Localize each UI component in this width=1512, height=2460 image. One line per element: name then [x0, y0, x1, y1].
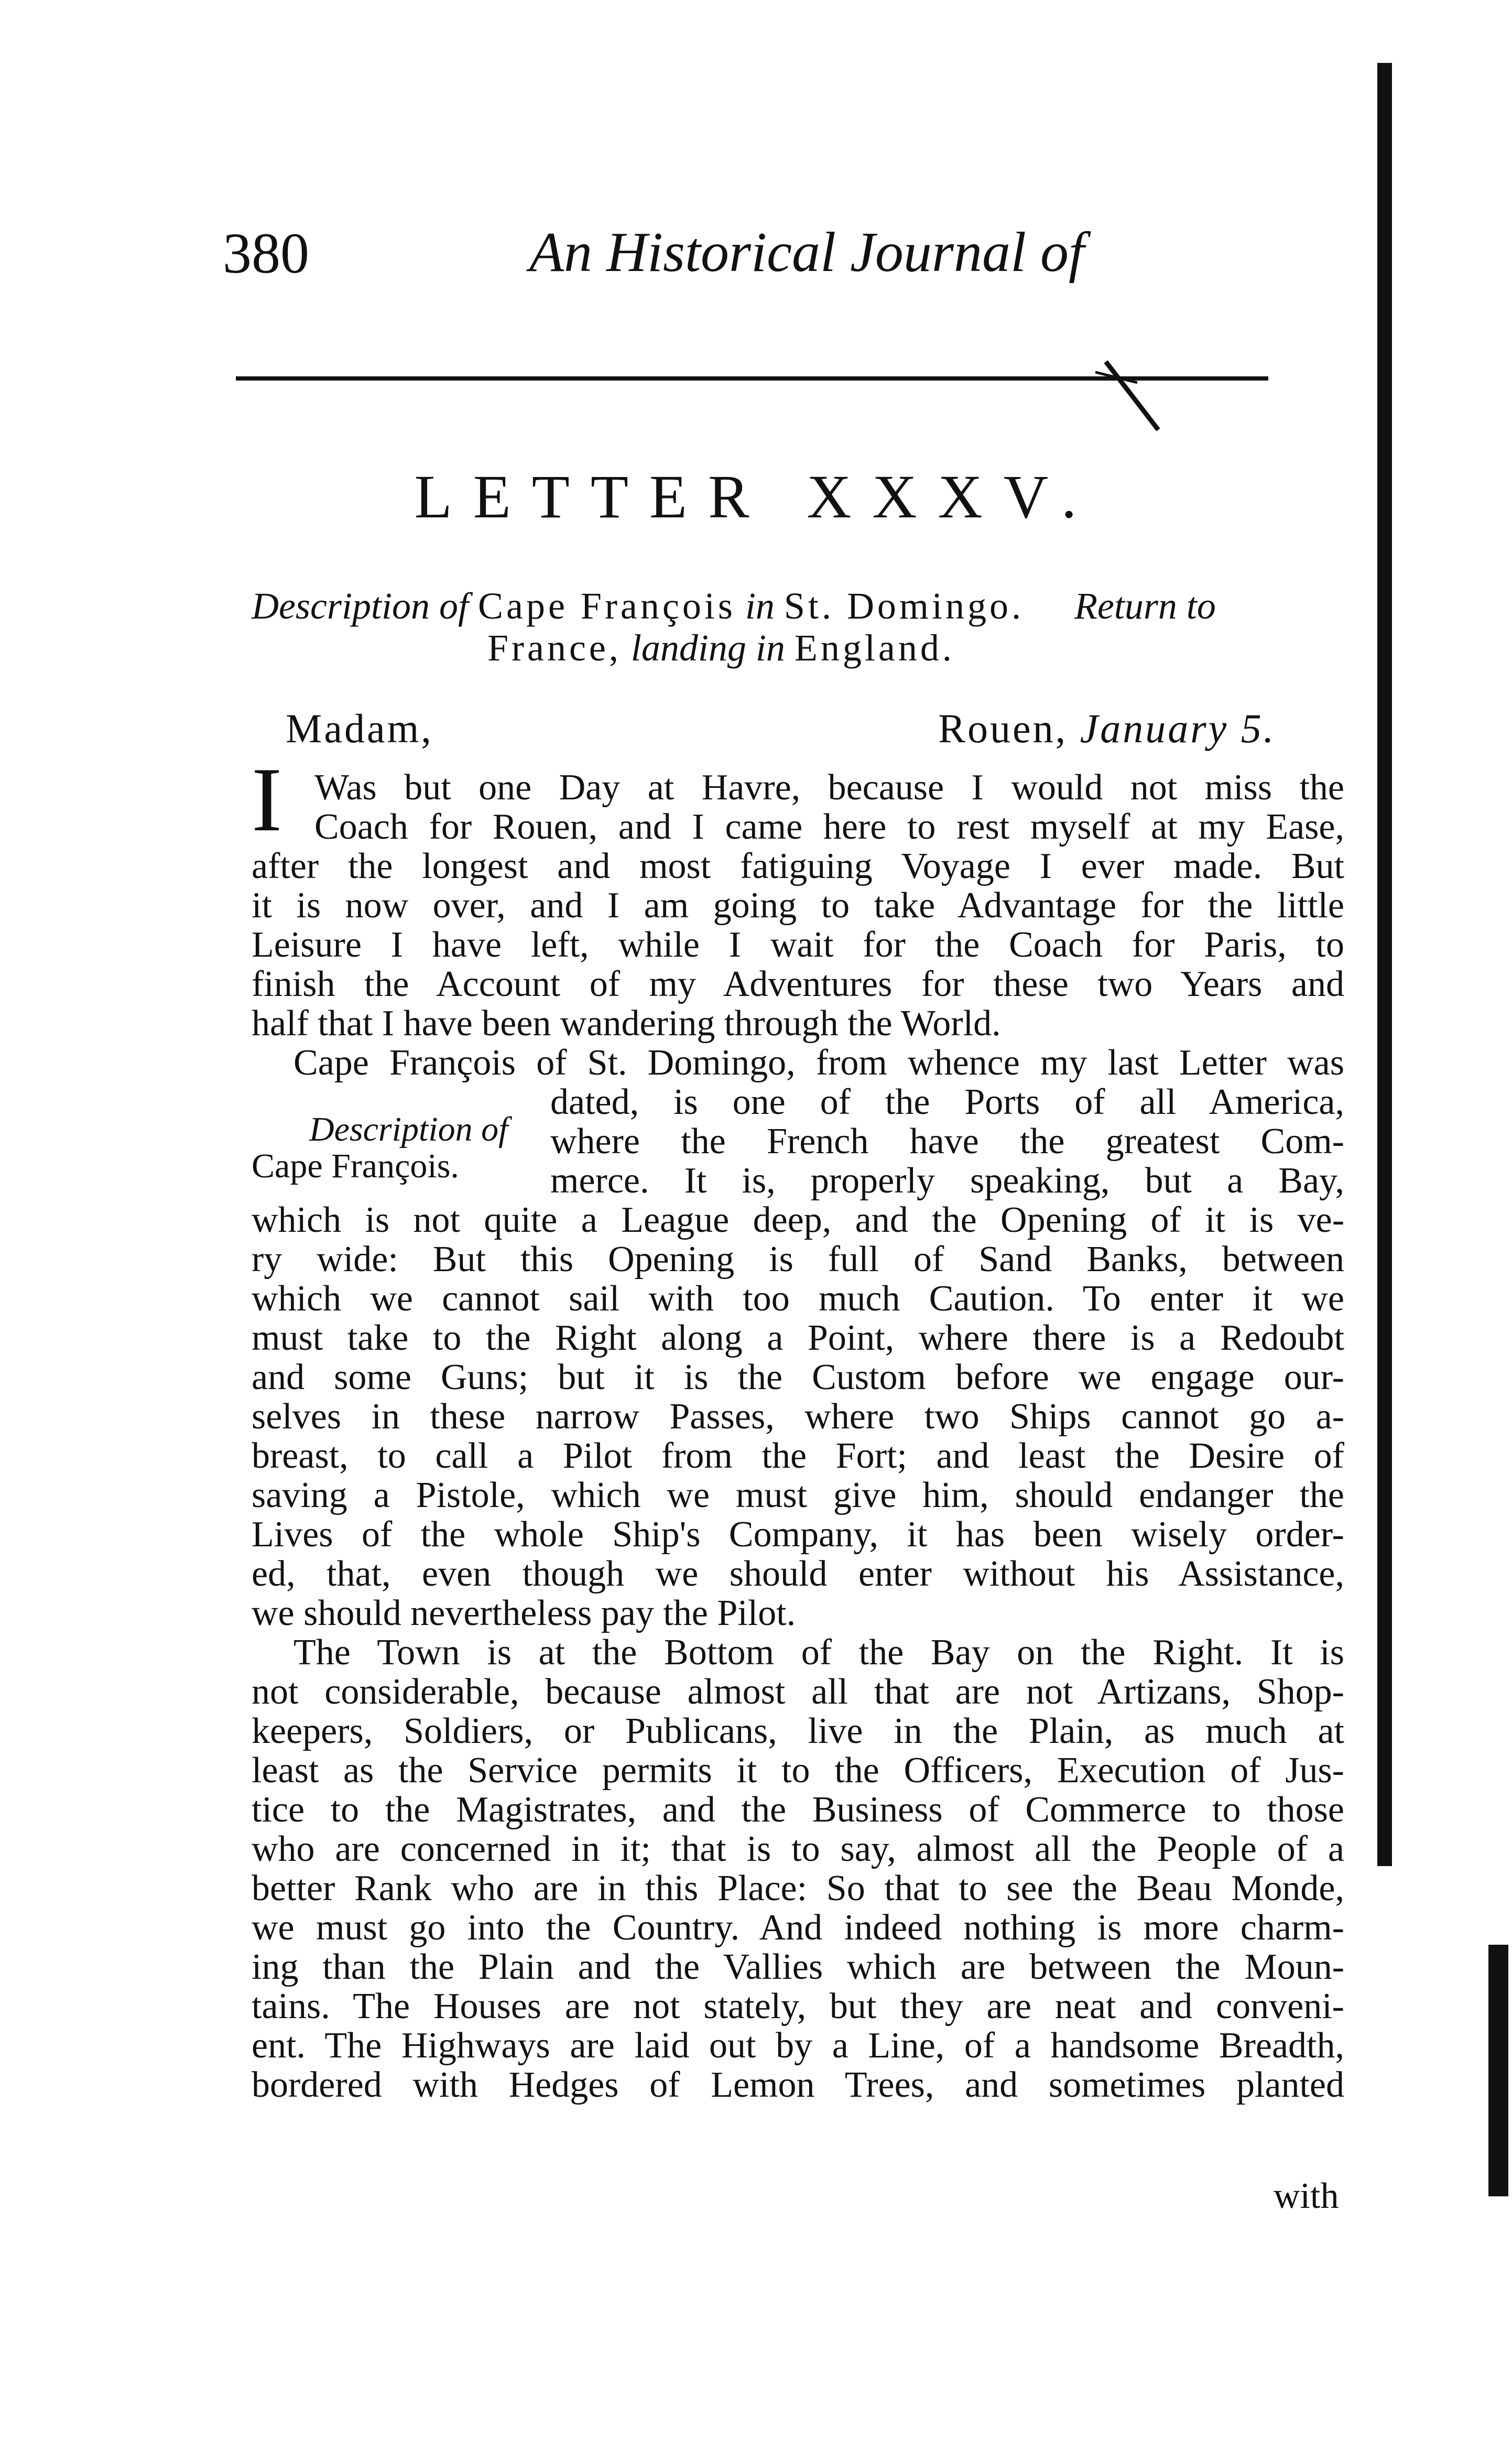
text-line: keepers, Soldiers, or Publicans, live in the Plain, as much at: [252, 1711, 1344, 1751]
text-line: dated, is one of the Ports of all America,: [550, 1082, 1344, 1122]
text-line: Coach for Rouen, and I came here to rest myself at my Ease,: [314, 807, 1344, 847]
text-line: which is not quite a League deep, and the Opening of it is ve-: [252, 1200, 1344, 1240]
place-date: Rouen, January 5.: [938, 706, 1276, 751]
text-line: breast, to call a Pilot from the Fort; and least the Desire of: [252, 1436, 1344, 1476]
text-line: half that I have been wandering through the World.: [252, 1003, 1001, 1044]
running-header: [0, 220, 1512, 294]
drop-cap: I: [252, 749, 282, 850]
text-line: Was but one Day at Havre, because I would not miss the: [314, 767, 1344, 808]
text-line: which we cannot sail with too much Caution. To enter it we: [252, 1278, 1344, 1319]
text-line: not considerable, because almost all that are not Artizans, Shop-: [252, 1672, 1344, 1712]
text-line: and some Guns; but it is the Custom before we engage our-: [252, 1357, 1344, 1397]
text-line: saving a Pistole, which we must give him, should endanger the: [252, 1475, 1344, 1515]
text-line: tains. The Houses are not stately, but they are neat and conveni-: [252, 1986, 1344, 2026]
text-line: The Town is at the Bottom of the Bay on the Right. It is: [293, 1632, 1344, 1673]
text-line: selves in these narrow Passes, where two Ships cannot go a-: [252, 1396, 1344, 1437]
text-line: must take to the Right along a Point, where there is a Redoubt: [252, 1318, 1344, 1358]
text-line: where the French have the greatest Com-: [550, 1121, 1344, 1162]
text-line: bordered with Hedges of Lemon Trees, and sometimes planted: [252, 2065, 1344, 2105]
text-line: ent. The Highways are laid out by a Line, of a handsome Breadth,: [252, 2025, 1344, 2066]
text-line: we should nevertheless pay the Pilot.: [252, 1593, 796, 1633]
text-line: it is now over, and I am going to take Advantage for the little: [252, 885, 1344, 926]
text-line: merce. It is, properly speaking, but a Bay,: [550, 1161, 1344, 1201]
text-line: tice to the Magistrates, and the Business of Commerce to those: [252, 1790, 1344, 1830]
description-line-2: France, landing in England.: [487, 627, 955, 669]
letter-title: LETTER XXXV.: [414, 462, 1098, 531]
text-line: finish the Account of my Adventures for these two Years and: [252, 964, 1344, 1004]
catchword: with: [1274, 2176, 1339, 2216]
text-line: better Rank who are in this Place: So that to see the Beau Monde,: [252, 1868, 1344, 1909]
margin-note: Description of Cape François.: [252, 1110, 508, 1185]
text-line: ed, that, even though we should enter without his Assistance,: [252, 1554, 1344, 1594]
text-line: after the longest and most fatiguing Voyage I ever made. But: [252, 846, 1344, 886]
text-line: Lives of the whole Ship's Company, it has been wisely order-: [252, 1514, 1344, 1555]
text-line: ing than the Plain and the Vallies which are between the Moun-: [252, 1947, 1344, 1987]
text-line: least as the Service permits it to the Officers, Execution of Jus-: [252, 1750, 1344, 1791]
scan-edge-bar: [1377, 63, 1392, 1866]
text-line: we must go into the Country. And indeed nothing is more charm-: [252, 1908, 1344, 1948]
text-line: ry wide: But this Opening is full of Sand Banks, between: [252, 1239, 1344, 1280]
description-line-1: Description of Cape François in St. Domingo. Return to: [252, 585, 1216, 627]
salutation: Madam,: [286, 706, 433, 751]
rule-flourish-mark: [1074, 341, 1179, 446]
text-line: who are concerned in it; that is to say, almost all the People of a: [252, 1829, 1344, 1869]
scan-edge-bar-lower: [1488, 1945, 1508, 2196]
text-line: Cape François of St. Domingo, from whence my last Letter was: [293, 1043, 1344, 1083]
running-title: An Historical Journal of: [529, 221, 1084, 284]
text-line: Leisure I have left, while I wait for the Coach for Paris, to: [252, 925, 1344, 965]
page-number: 380: [223, 221, 309, 285]
